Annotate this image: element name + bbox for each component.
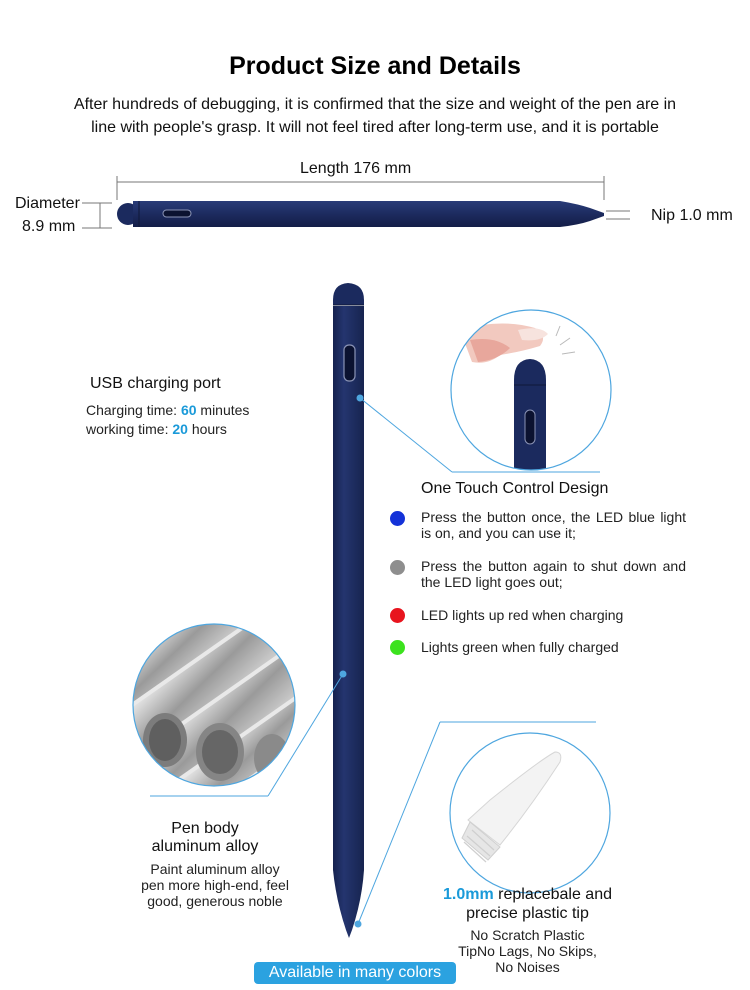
pen-body-description: Paint aluminum alloy pen more high-end, feel good, generous noble	[141, 861, 289, 909]
horizontal-pen	[117, 201, 604, 227]
replacement-tip-circle-image	[450, 733, 610, 893]
button-press-circle-image	[451, 310, 611, 480]
led-item-gray	[390, 558, 690, 592]
led-item-red	[390, 607, 690, 627]
red-dot-icon	[390, 608, 405, 623]
page-subtitle	[20, 93, 730, 139]
gray-dot-icon	[390, 560, 405, 575]
vertical-pen	[333, 283, 364, 938]
length-dimension-line	[117, 176, 604, 200]
blue-dot-icon	[390, 511, 405, 526]
pen-body-title: Pen body aluminum alloy	[151, 820, 259, 855]
tip-title: 1.0mm replacebale and precise plastic tip	[442, 886, 612, 922]
charging-time-value: 60	[180, 402, 197, 418]
aluminum-tubes-circle-image	[72, 563, 363, 835]
nip-label: Nip 1.0 mm	[651, 207, 733, 224]
charging-time: Charging time: 60 minutes	[86, 402, 250, 418]
diameter-value: 8.9 mm	[22, 218, 76, 235]
working-time: working time: 20 hours	[86, 421, 227, 437]
nip-dimension-line	[606, 211, 630, 219]
led-item-text: LED lights up red when charging	[421, 607, 624, 623]
led-item-green	[390, 639, 690, 659]
colors-badge: Available in many colors	[254, 962, 456, 984]
page-title: Product Size and Details	[229, 52, 521, 80]
subtitle-line: After hundreds of debugging, it is confirmed that the size and weight of the pen are in	[73, 96, 677, 113]
led-item-text: Press the button again to shut down and the LED light goes out;	[421, 558, 686, 590]
tip-size-value: 1.0mm	[442, 886, 494, 903]
usb-title: USB charging port	[90, 375, 221, 392]
led-item-text: Lights green when fully charged	[421, 639, 619, 655]
working-time-value: 20	[172, 421, 188, 437]
tip-description: No Scratch Plastic TipNo Lags, No Skips, No Noises	[458, 927, 597, 975]
led-item-text: Press the button once, the LED blue light is on, and you can use it;	[421, 509, 686, 541]
led-item-blue	[390, 509, 690, 543]
green-dot-icon	[390, 640, 405, 655]
length-label: Length 176 mm	[300, 160, 412, 177]
diameter-label: Diameter	[15, 195, 80, 212]
control-title: One Touch Control Design	[421, 480, 609, 497]
subtitle-line: line with people's grasp. It will not feel tired after long-term use, and it is portable	[91, 119, 659, 136]
diameter-dimension-line	[82, 203, 112, 228]
